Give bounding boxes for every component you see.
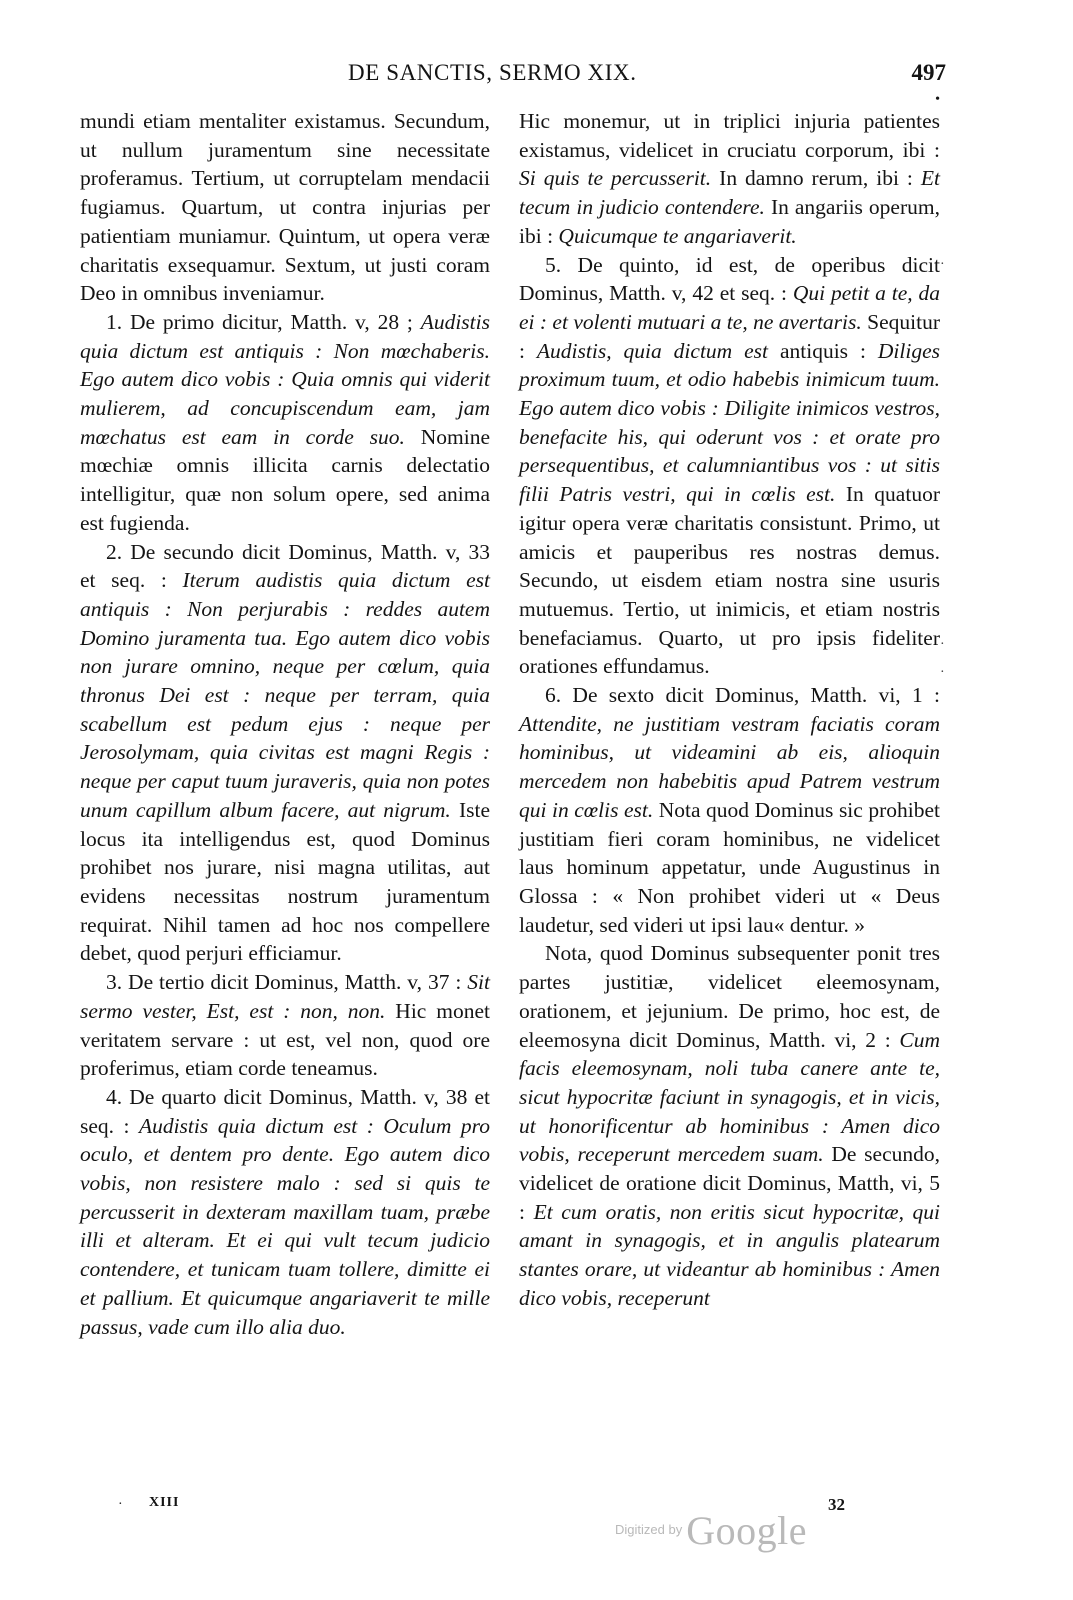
paragraph (80, 968, 490, 1083)
text-run: In angariis operum, ibi : (519, 195, 940, 248)
scripture-quote: Iterum audistis quia dictum est antiquis : Non perjurabis : reddes autem Domino juramenta tua. Ego autem dico vobis non jurare omnino, neque per cœlum, quia thronus Dei est : neque per terram, quia scabellum est pedum ejus : neque per Jerosolymam, quia civitas est magni Regis : neque per caput tuum juraveris, quia non potes unum capillum album facere, aut nigrum. (80, 568, 490, 822)
paragraph (80, 538, 490, 969)
text-run: mundi etiam mentaliter existamus. Secundum, ut nullum juramentum sine necessitate proferamus. Tertium, ut corruptelam mendacii fugiamus. Quartum, ut contra injurias per patientiam muniamur. Quintum, ut opera veræ charitatis exsequamur. Sextum, ut justi coram Deo in omnibus inveniamur. (80, 109, 490, 306)
text-run: 1. De primo dicitur, Matth. v, 28 ; (106, 309, 421, 334)
footer-dot-mark: · (118, 1497, 123, 1512)
text-run: antiquis : (768, 338, 878, 363)
scripture-quote: Attendite, ne justitiam vestram faciatis coram hominibus, ut videamini ab eis, alioquin mercedem non habebitis apud Patrem vestrum qui in cœlis est. (519, 711, 940, 822)
text-run: Sequitur : (519, 309, 941, 363)
scripture-quote: Diliges proximum tuum, et odio habebis inimicum tuum. Ego autem dico vobis : Diligite inimicos vestros, benefacite his, qui oderunt vos : et orate pro persequentibus, et calumniantibus vos : ut sitis filii Patris vestri, qui in cœlis est. (519, 338, 940, 507)
text-run: Nota, quod Dominus subsequenter ponit tres partes justitiæ, videlicet eleemosynam, orationem, et jejunium. De primo, hoc est, de eleemosyna dicit Dominus, Matth. vi, 2 : (519, 941, 940, 1052)
signature-mark: XIII (149, 1495, 180, 1510)
page-number: 497 (911, 60, 946, 85)
scripture-quote: Cum facis eleemosynam, noli tuba canere ante te, sicut hypocritæ faciunt in synagogis, et in vicis, ut honorificentur ab hominibus : Amen dico vobis, receperunt mercedem suam. (519, 1027, 940, 1167)
scripture-quote: Si quis te percusserit. (519, 166, 712, 191)
scripture-quote: Et cum oratis, non eritis sicut hypocritæ, qui amant in synagogis, et in angulis platearum stantes orare, ut videantur ab hominibus : Amen dico vobis, receperunt (519, 1199, 940, 1310)
text-run: In damno rerum, ibi : (711, 166, 921, 191)
digitized-watermark (615, 1507, 807, 1554)
paragraph (519, 681, 940, 939)
paragraph (519, 107, 940, 251)
page-footer (0, 1495, 1073, 1555)
right-text-column (519, 107, 940, 1313)
page-header (80, 58, 946, 107)
text-run: 2. De secundo dicit Dominus, Matth. v, 33 et seq. : (80, 539, 490, 593)
text-run: Nota quod Dominus sic prohibet justitiam fieri coram hominibus, ne videlicet laus hominum appetatur, unde Augustinus in Glossa : « Non prohibet videri ut « Deus laudetur, sed videri ut ipsi lau« dentur. » (519, 797, 940, 937)
text-run: 4. De quarto dicit Dominus, Matth. v, 38 et seq. : (80, 1084, 490, 1138)
text-run: 5. De quinto, id est, de operibus dicit Dominus, Matth. v, 42 et seq. : (519, 252, 940, 306)
margin-dot-mark: · (940, 637, 945, 652)
paragraph (519, 251, 940, 682)
paragraph (80, 1083, 490, 1341)
text-run: Hic monet veritatem servare : ut est, vel non, quod ore proferimus, etiam corde teneamus. (80, 998, 490, 1081)
running-title: DE SANCTIS, SERMO XIX. (348, 60, 637, 85)
scripture-quote: Audistis, quia dictum est (536, 338, 769, 363)
text-run: Iste locus ita intelligendus est, quod Dominus prohibet nos jurare, nisi magna utilitas, aut evidens necessitas nostrum juramentum requirat. Nihil tamen ad hoc nos compellere debet, quod perjuri efficiamur. (80, 797, 490, 966)
margin-dot-mark: · (940, 665, 945, 680)
paragraph (519, 939, 940, 1312)
scripture-quote: Qui petit a te, da ei : et volenti mutuari a te, ne avertaris. (519, 281, 941, 334)
text-run: 6. De sexto dicit Dominus, Matth. vi, 1 : (545, 683, 940, 708)
text-run: Hic monemur, ut in triplici injuria patientes existamus, videlicet in cruciatu corporum, ibi : (519, 109, 940, 162)
text-run: Nomine mœchiæ omnis illicita carnis delectatio intelligitur, quæ non solum opere, sed anima est fugienda. (80, 424, 490, 535)
sheet-number: 32 (828, 1495, 845, 1514)
margin-dot-mark: · (940, 257, 945, 272)
watermark-logo: Google (686, 1508, 807, 1553)
scripture-quote: Et tecum in judicio contendere. (519, 166, 941, 220)
scripture-quote: Audistis quia dictum est antiquis : Non mœchaberis. Ego autem dico vobis : Quia omnis qui viderit mulierem, ad concupiscendum eam, jam mœchatus est eam in corde suo. (80, 309, 490, 449)
text-run: In quatuor igitur opera veræ charitatis consistunt. Primo, ut amicis et pauperibus res nostras demus. Secundo, ut eisdem etiam nostra sine usuris mutuemus. Tertio, ut inimicis, et etiam nostris benefaciamus. Quarto, ut pro ipsis fideliter orationes effundamus. (519, 482, 940, 679)
scripture-quote: Sit sermo vester, Est, est : non, non. (80, 970, 490, 1023)
watermark-caption: Digitized by (615, 1522, 683, 1537)
scripture-quote: Quicumque te angariaverit. (558, 223, 797, 248)
left-text-column (80, 107, 490, 1341)
text-run: 3. De tertio dicit Dominus, Matth. v, 37 : (106, 970, 468, 995)
paragraph (80, 308, 490, 538)
text-run: De secundo, videlicet de oratione dicit Dominus, Matth, vi, 5 : (519, 1142, 940, 1224)
paragraph (80, 107, 490, 308)
corner-dot-mark: • (935, 92, 940, 107)
scripture-quote: Audistis quia dictum est : Oculum pro oculo, et dentem pro dente. Ego autem dico vobis, non resistere malo : sed si quis te percusserit in dexteram maxillam tuam, præbe illi et alteram. Et ei qui vult tecum judicio contendere, et tunicam tuam tollere, dimitte ei et pallium. Et quicumque angariaverit te mille passus, vade cum illo alia duo. (80, 1113, 490, 1339)
